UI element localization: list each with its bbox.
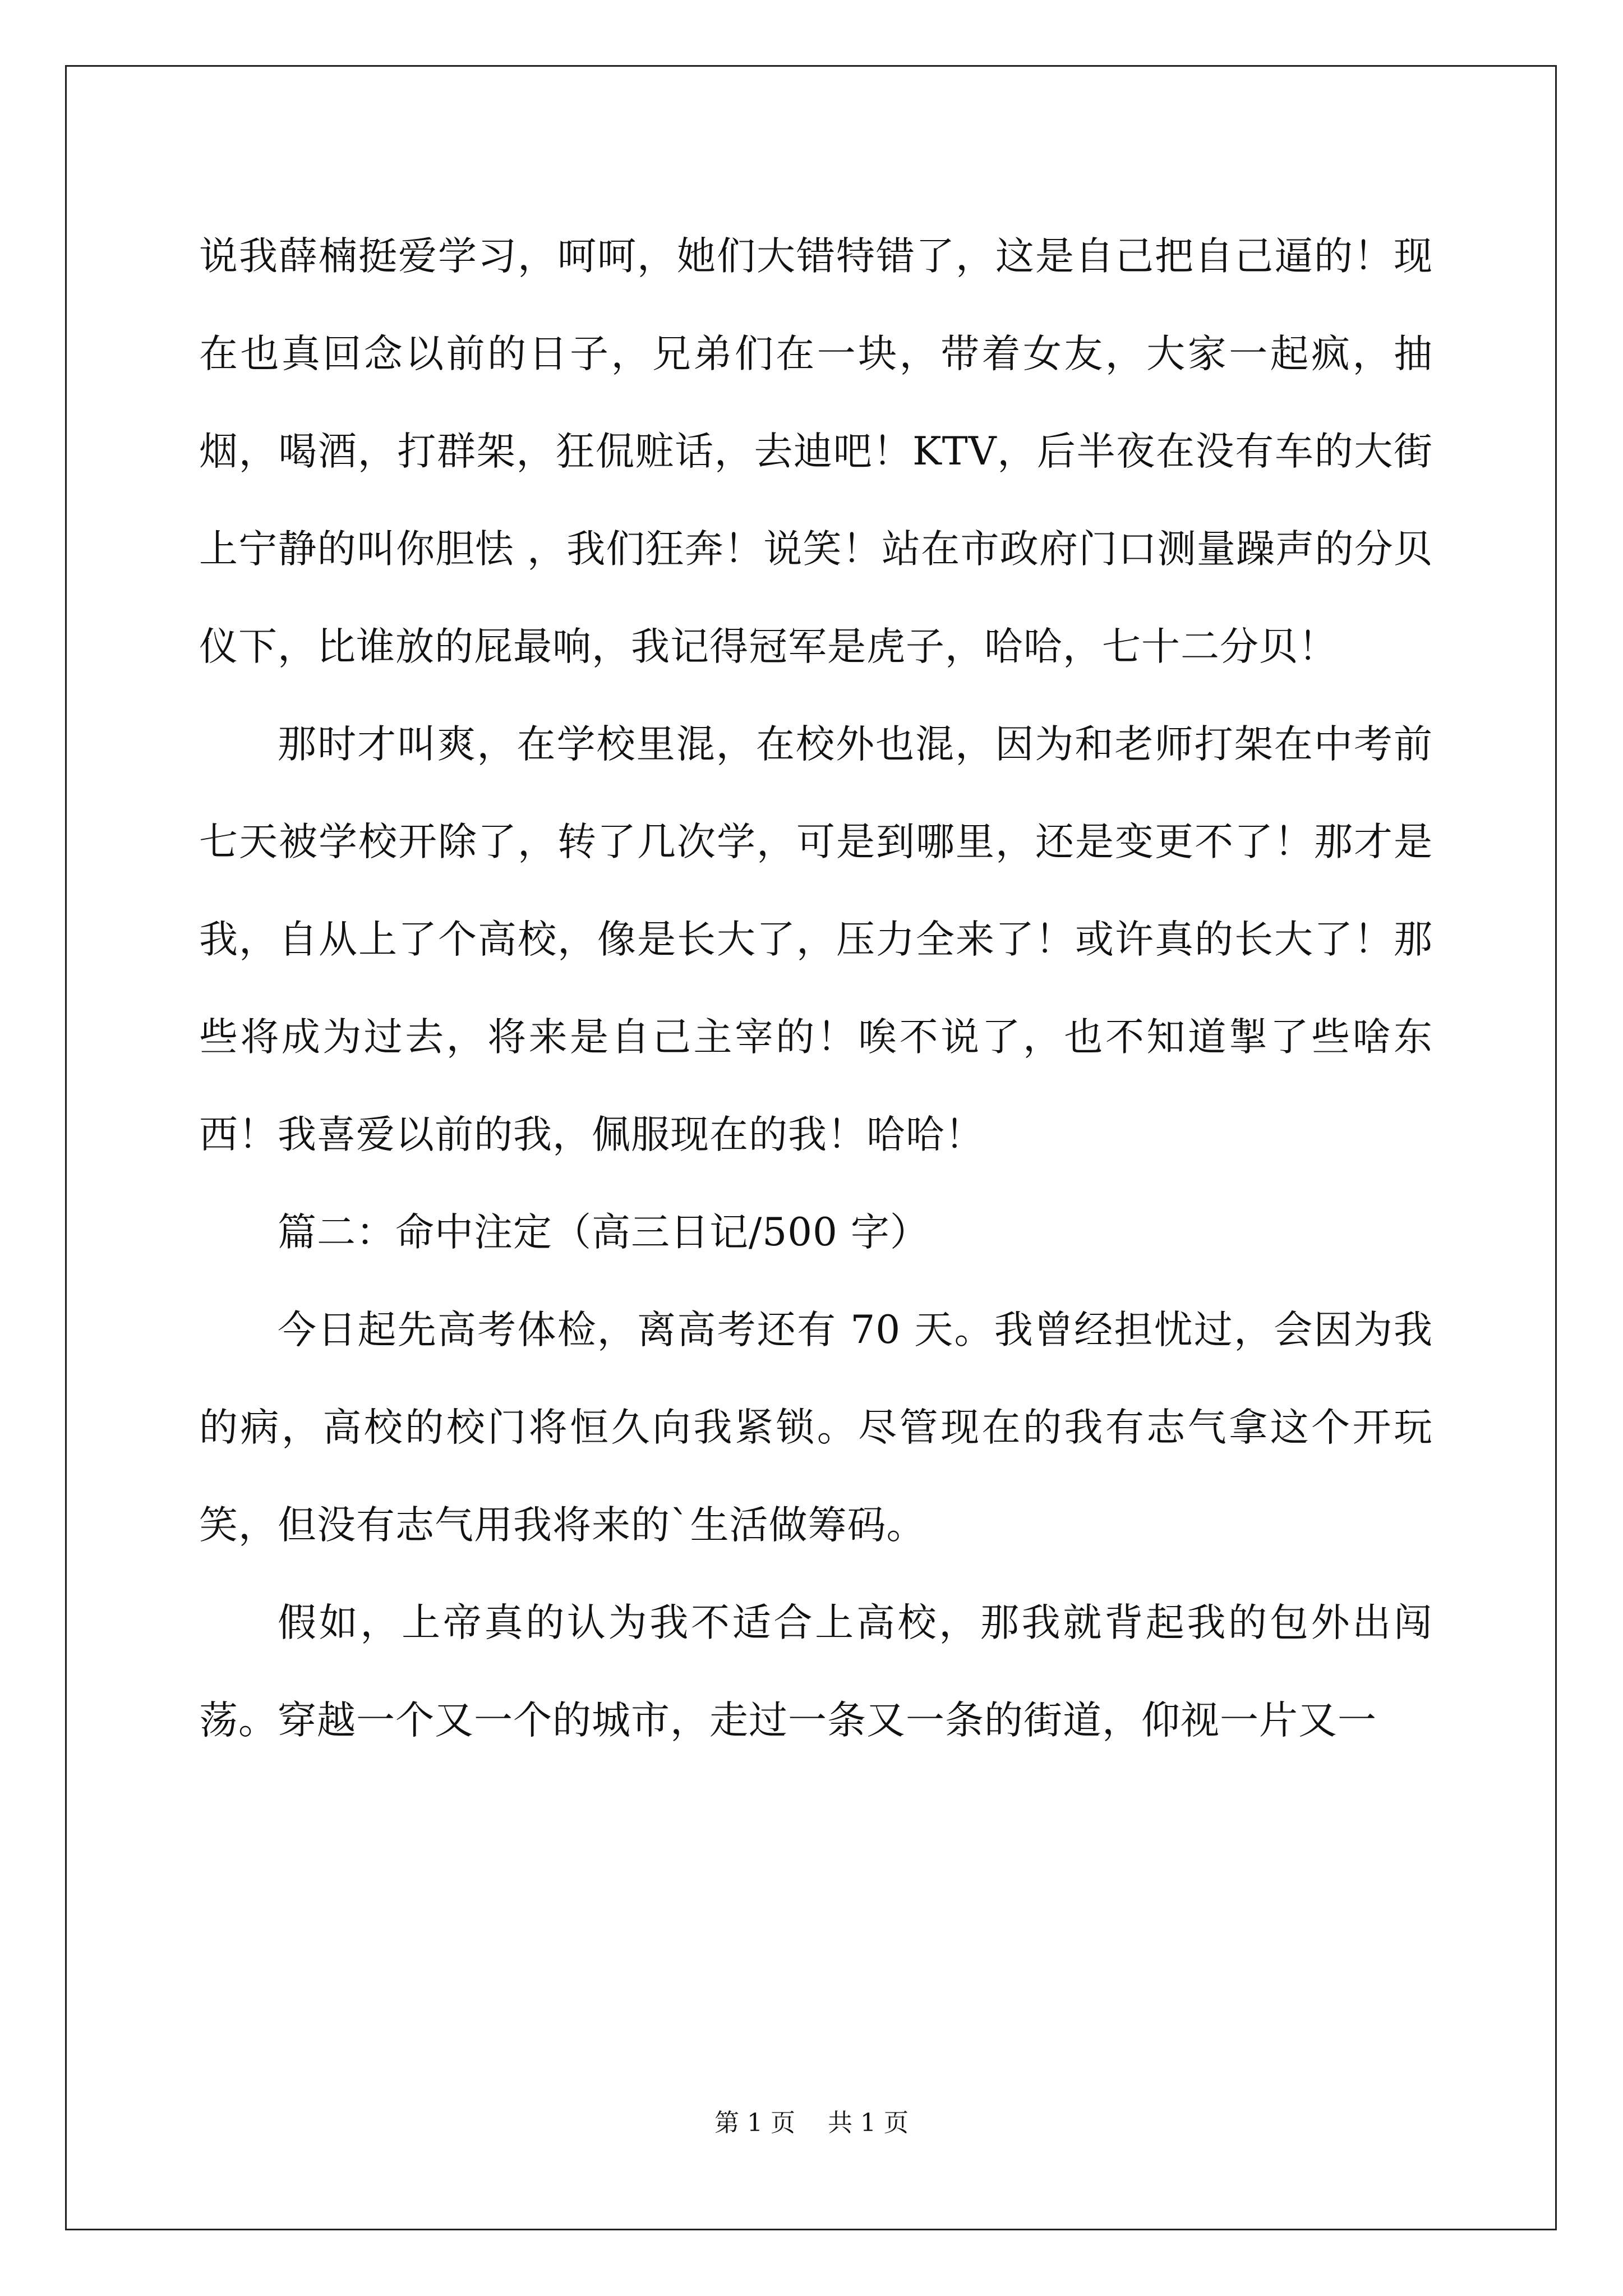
page-number-current: 第 1 页 — [714, 2109, 795, 2137]
paragraph-4: 假如，上帝真的认为我不适合上高校，那我就背起我的包外出闯荡。穿越一个又一个的城市，走过一条又一条的街道，仰视一片又一 — [199, 1600, 1433, 1743]
paragraph-3: 今日起先高考体检，离高考还有 70 天。我曾经担忧过，会因为我的病，高校的校门将恒久向我紧锁。尽管现在的我有志气拿这个开玩笑，但没有志气用我将来的`生活做筹码。 — [199, 1308, 1433, 1548]
section-heading: 篇二：命中注定（高三日记/500 字） — [278, 1210, 929, 1255]
paragraph-1: 说我薛楠挺爱学习，呵呵，她们大错特错了，这是自己把自己逼的！现在也真回念以前的日子，兄弟们在一块，带着女友，大家一起疯，抽烟，喝酒，打群架，狂侃赃话，去迪吧！KTV，后半夜在没有车的大街上宁静的叫你胆怯 ，我们狂奔！说笑！站在市政府门口测量躁声的分贝仪下，比谁放的屁最响，我记得冠军是虎子，哈哈，七十二分贝！ — [199, 234, 1433, 669]
document-body — [199, 208, 1433, 1769]
page-footer — [0, 2106, 1623, 2140]
page-number-total: 共 1 页 — [828, 2109, 909, 2137]
paragraph-2: 那时才叫爽，在学校里混，在校外也混，因为和老师打架在中考前七天被学校开除了，转了几次学，可是到哪里，还是变更不了！那才是我，自从上了个高校，像是长大了，压力全来了！或许真的长大了！那些将成为过去，将来是自己主宰的！唉不说了，也不知道掣了些啥东西！我喜爱以前的我，佩服现在的我！哈哈！ — [199, 722, 1433, 1157]
